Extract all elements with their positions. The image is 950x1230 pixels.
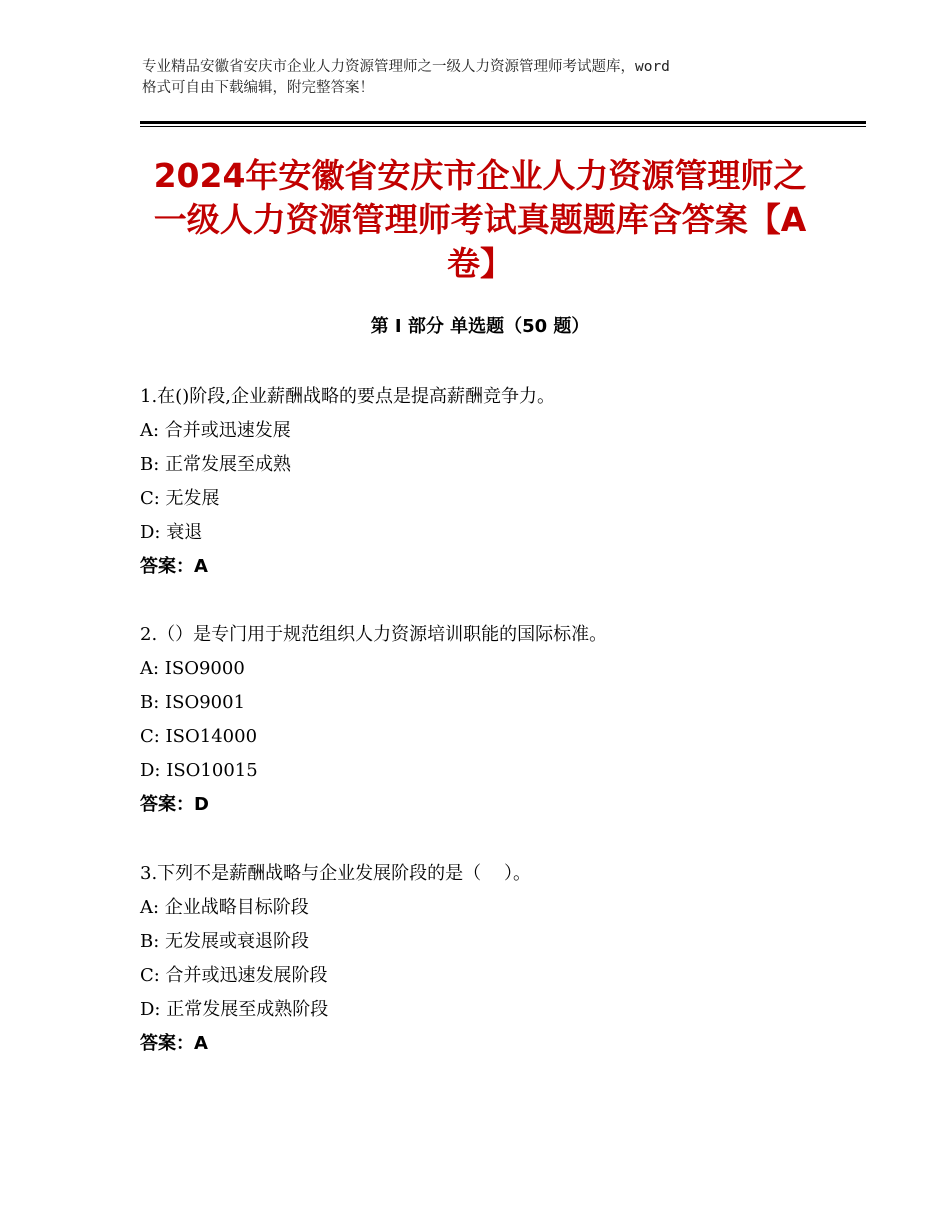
option-d: D: 正常发展至成熟阶段 bbox=[140, 999, 329, 1020]
header-note-line-2: 格式可自由下载编辑，附完整答案！ bbox=[142, 80, 374, 96]
question-stem: 1.在()阶段,企业薪酬战略的要点是提高薪酬竞争力。 bbox=[140, 386, 555, 407]
option-c: C: ISO14000 bbox=[140, 726, 258, 747]
question-stem: 2.（）是专门用于规范组织人力资源培训职能的国际标准。 bbox=[140, 624, 608, 645]
header-divider-thick bbox=[140, 121, 866, 124]
option-b: B: 正常发展至成熟 bbox=[140, 454, 292, 475]
header-note-line-1: 专业精品安徽省安庆市企业人力资源管理师之一级人力资源管理师考试题库，word bbox=[142, 59, 670, 75]
option-c: C: 无发展 bbox=[140, 488, 220, 509]
document-title bbox=[135, 154, 825, 286]
option-c: C: 合并或迅速发展阶段 bbox=[140, 965, 328, 986]
question-1 bbox=[140, 380, 840, 584]
option-b: B: ISO9001 bbox=[140, 692, 246, 713]
document-title-line-3: 卷】 bbox=[447, 244, 513, 283]
option-a: A: 企业战略目标阶段 bbox=[140, 897, 309, 918]
document-title-line-1: 2024年安徽省安庆市企业人力资源管理师之 bbox=[153, 156, 807, 195]
question-stem: 3.下列不是薪酬战略与企业发展阶段的是（ ）。 bbox=[140, 863, 532, 884]
header-note bbox=[142, 57, 832, 99]
option-a: A: 合并或迅速发展 bbox=[140, 420, 291, 441]
question-3 bbox=[140, 857, 840, 1061]
option-d: D: 衰退 bbox=[140, 522, 203, 543]
header-divider-thin bbox=[140, 126, 866, 127]
option-d: D: ISO10015 bbox=[140, 760, 258, 781]
document-title-line-2: 一级人力资源管理师考试真题题库含答案【A bbox=[153, 200, 807, 239]
question-2 bbox=[140, 618, 840, 822]
option-a: A: ISO9000 bbox=[140, 658, 245, 679]
answer: 答案：D bbox=[140, 794, 209, 815]
section-title: 第 I 部分 单选题（50 题） bbox=[370, 316, 590, 337]
answer: 答案：A bbox=[140, 556, 208, 577]
option-b: B: 无发展或衰退阶段 bbox=[140, 931, 310, 952]
answer: 答案：A bbox=[140, 1033, 208, 1054]
